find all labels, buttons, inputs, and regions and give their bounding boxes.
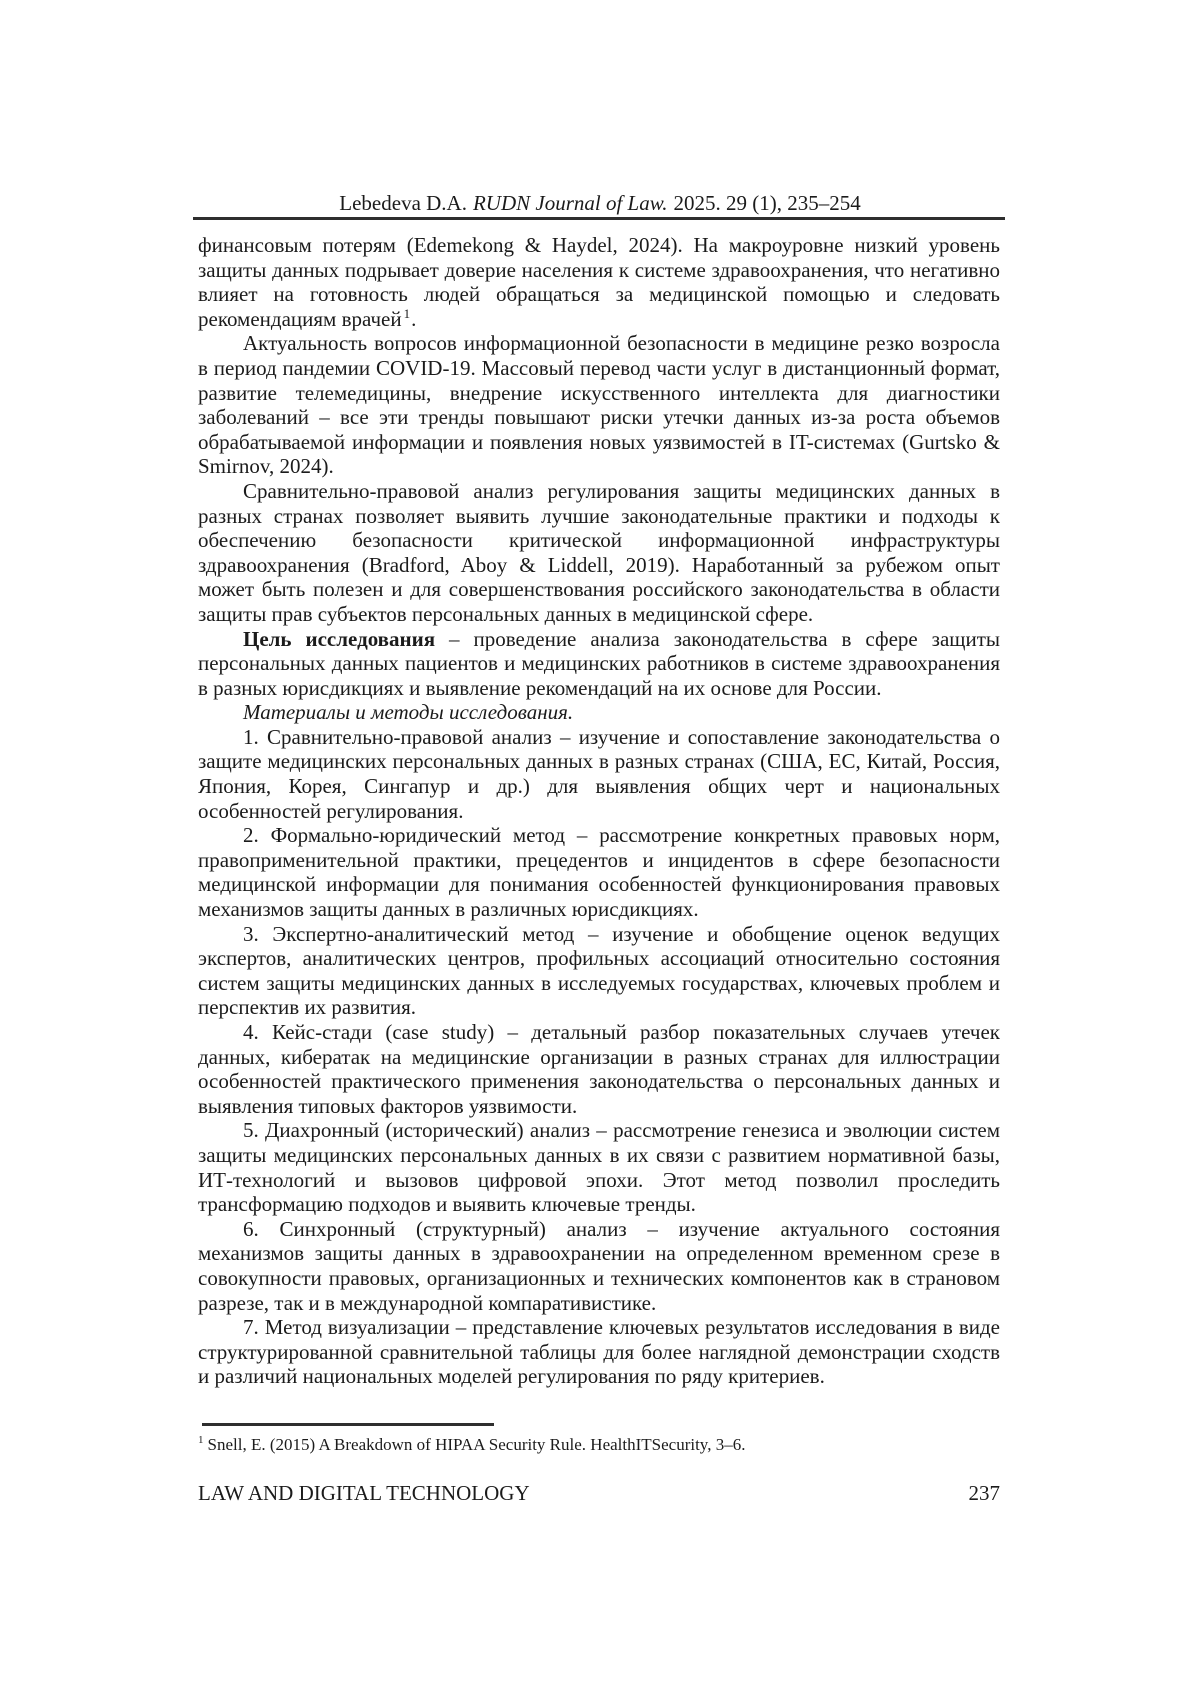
paragraph-text-tail: . xyxy=(411,306,417,331)
paragraph-text: финансовым потерям (Edemekong & Haydel, 2024). На макроуровне низкий уровень защиты данных подрывает доверие населения к системе здравоохранения, что негативно влияет на готовность людей обращаться за медицинской помощью и следовать рекомендациям врачей xyxy=(198,233,1000,331)
footnote-text: Snell, E. (2015) A Breakdown of HIPAA Security Rule. HealthITSecurity, 3–6. xyxy=(207,1435,746,1454)
method-item-1: 1. Сравнительно-правовой анализ – изучение и сопоставление законодательства о защите медицинских персональных данных в разных странах (США, ЕС, Китай, Россия, Япония, Корея, Сингапур и др.) для выявления общих черт и национальных особенностей регулирования. xyxy=(198,724,1000,823)
method-item-6: 6. Синхронный (структурный) анализ – изучение актуального состояния механизмов защиты данных в здравоохранении на определенном временном срезе в совокупности правовых, организационных и технических компонентов как в страновом разрезе, так и в международной компаративистике. xyxy=(198,1216,1000,1315)
running-head-issue-info: 2025. 29 (1), 235–254 xyxy=(673,191,861,215)
method-item-2: 2. Формально-юридический метод – рассмотрение конкретных правовых норм, правоприменительной практики, прецедентов и инцидентов в сфере безопасности медицинской информации для понимания особенностей функционирования правовых механизмов защиты данных в различных юрисдикциях. xyxy=(198,823,1000,922)
page-number: 237 xyxy=(968,1481,1000,1505)
footnote-divider xyxy=(202,1423,494,1426)
page-footer xyxy=(198,1481,1000,1505)
running-head-journal-title: RUDN Journal of Law. xyxy=(472,191,668,215)
running-head xyxy=(197,191,1003,215)
method-item-3: 3. Экспертно-аналитический метод – изучение и обобщение оценок ведущих экспертов, аналитических центров, профильных ассоциаций относительно состояния систем защиты медицинских данных в исследуемых государствах, ключевых проблем и перспектив их развития. xyxy=(198,921,1000,1020)
header-divider xyxy=(193,217,1005,220)
footnote-marker: 1 xyxy=(198,1434,204,1447)
article-body xyxy=(198,233,1000,1389)
paragraph-relevance: Актуальность вопросов информационной безопасности в медицине резко возросла в период пандемии COVID-19. Массовый перевод части услуг в дистанционный формат, развитие телемедицины, внедрение искусственного интеллекта для диагностики заболеваний – все эти тренды повышают риски утечки данных из-за роста объемов обрабатываемой информации и появления новых уязвимостей в IT-системах (Gurtsko & Smirnov, 2024). xyxy=(198,331,1000,479)
paragraph-comparative-analysis: Сравнительно-правовой анализ регулирования защиты медицинских данных в разных странах позволяет выявить лучшие законодательные практики и подходы к обеспечению безопасности критической информационной инфраструктуры здравоохранения (Bradford, Aboy & Liddell, 2019). Наработанный за рубежом опыт может быть полезен и для совершенствования российского законодательства в области защиты прав субъектов персональных данных в медицинской сфере. xyxy=(198,478,1000,626)
footnote-reference: 1 xyxy=(403,305,411,321)
paragraph-continuation xyxy=(198,233,1000,331)
subheading-materials-methods: Материалы и методы исследования. xyxy=(243,700,574,725)
method-item-7: 7. Метод визуализации – представление ключевых результатов исследования в виде структурированной сравнительной таблицы для более наглядной демонстрации сходств и различий национальных моделей регулирования по ряду критериев. xyxy=(198,1315,1000,1389)
method-item-5: 5. Диахронный (исторический) анализ – рассмотрение генезиса и эволюции систем защиты медицинских персональных данных в их связи с развитием нормативной базы, ИТ-технологий и вызовов цифровой эпохи. Этот метод позволил проследить трансформацию подходов и выявить ключевые тренды. xyxy=(198,1118,1000,1217)
method-item-4: 4. Кейс-стади (case study) – детальный разбор показательных случаев утечек данных, кибератак на медицинские организации в разных странах для иллюстрации особенностей практического применения законодательства о персональных данных и выявления типовых факторов уязвимости. xyxy=(198,1020,1000,1118)
footnote xyxy=(198,1434,1000,1455)
research-goal-label: Цель исследования xyxy=(243,626,436,651)
paragraph-research-goal xyxy=(198,627,1000,701)
footnote-area xyxy=(198,1423,1000,1455)
research-goal-text: – проведение анализа законодательства в сфере защиты персональных данных пациентов и медицинских работников в системе здравоохранения в разных юрисдикциях и выявление рекомендаций на их основе для России. xyxy=(198,626,1000,700)
footer-section-title: LAW AND DIGITAL TECHNOLOGY xyxy=(198,1481,530,1505)
running-head-author: Lebedeva D.A. xyxy=(339,191,467,215)
